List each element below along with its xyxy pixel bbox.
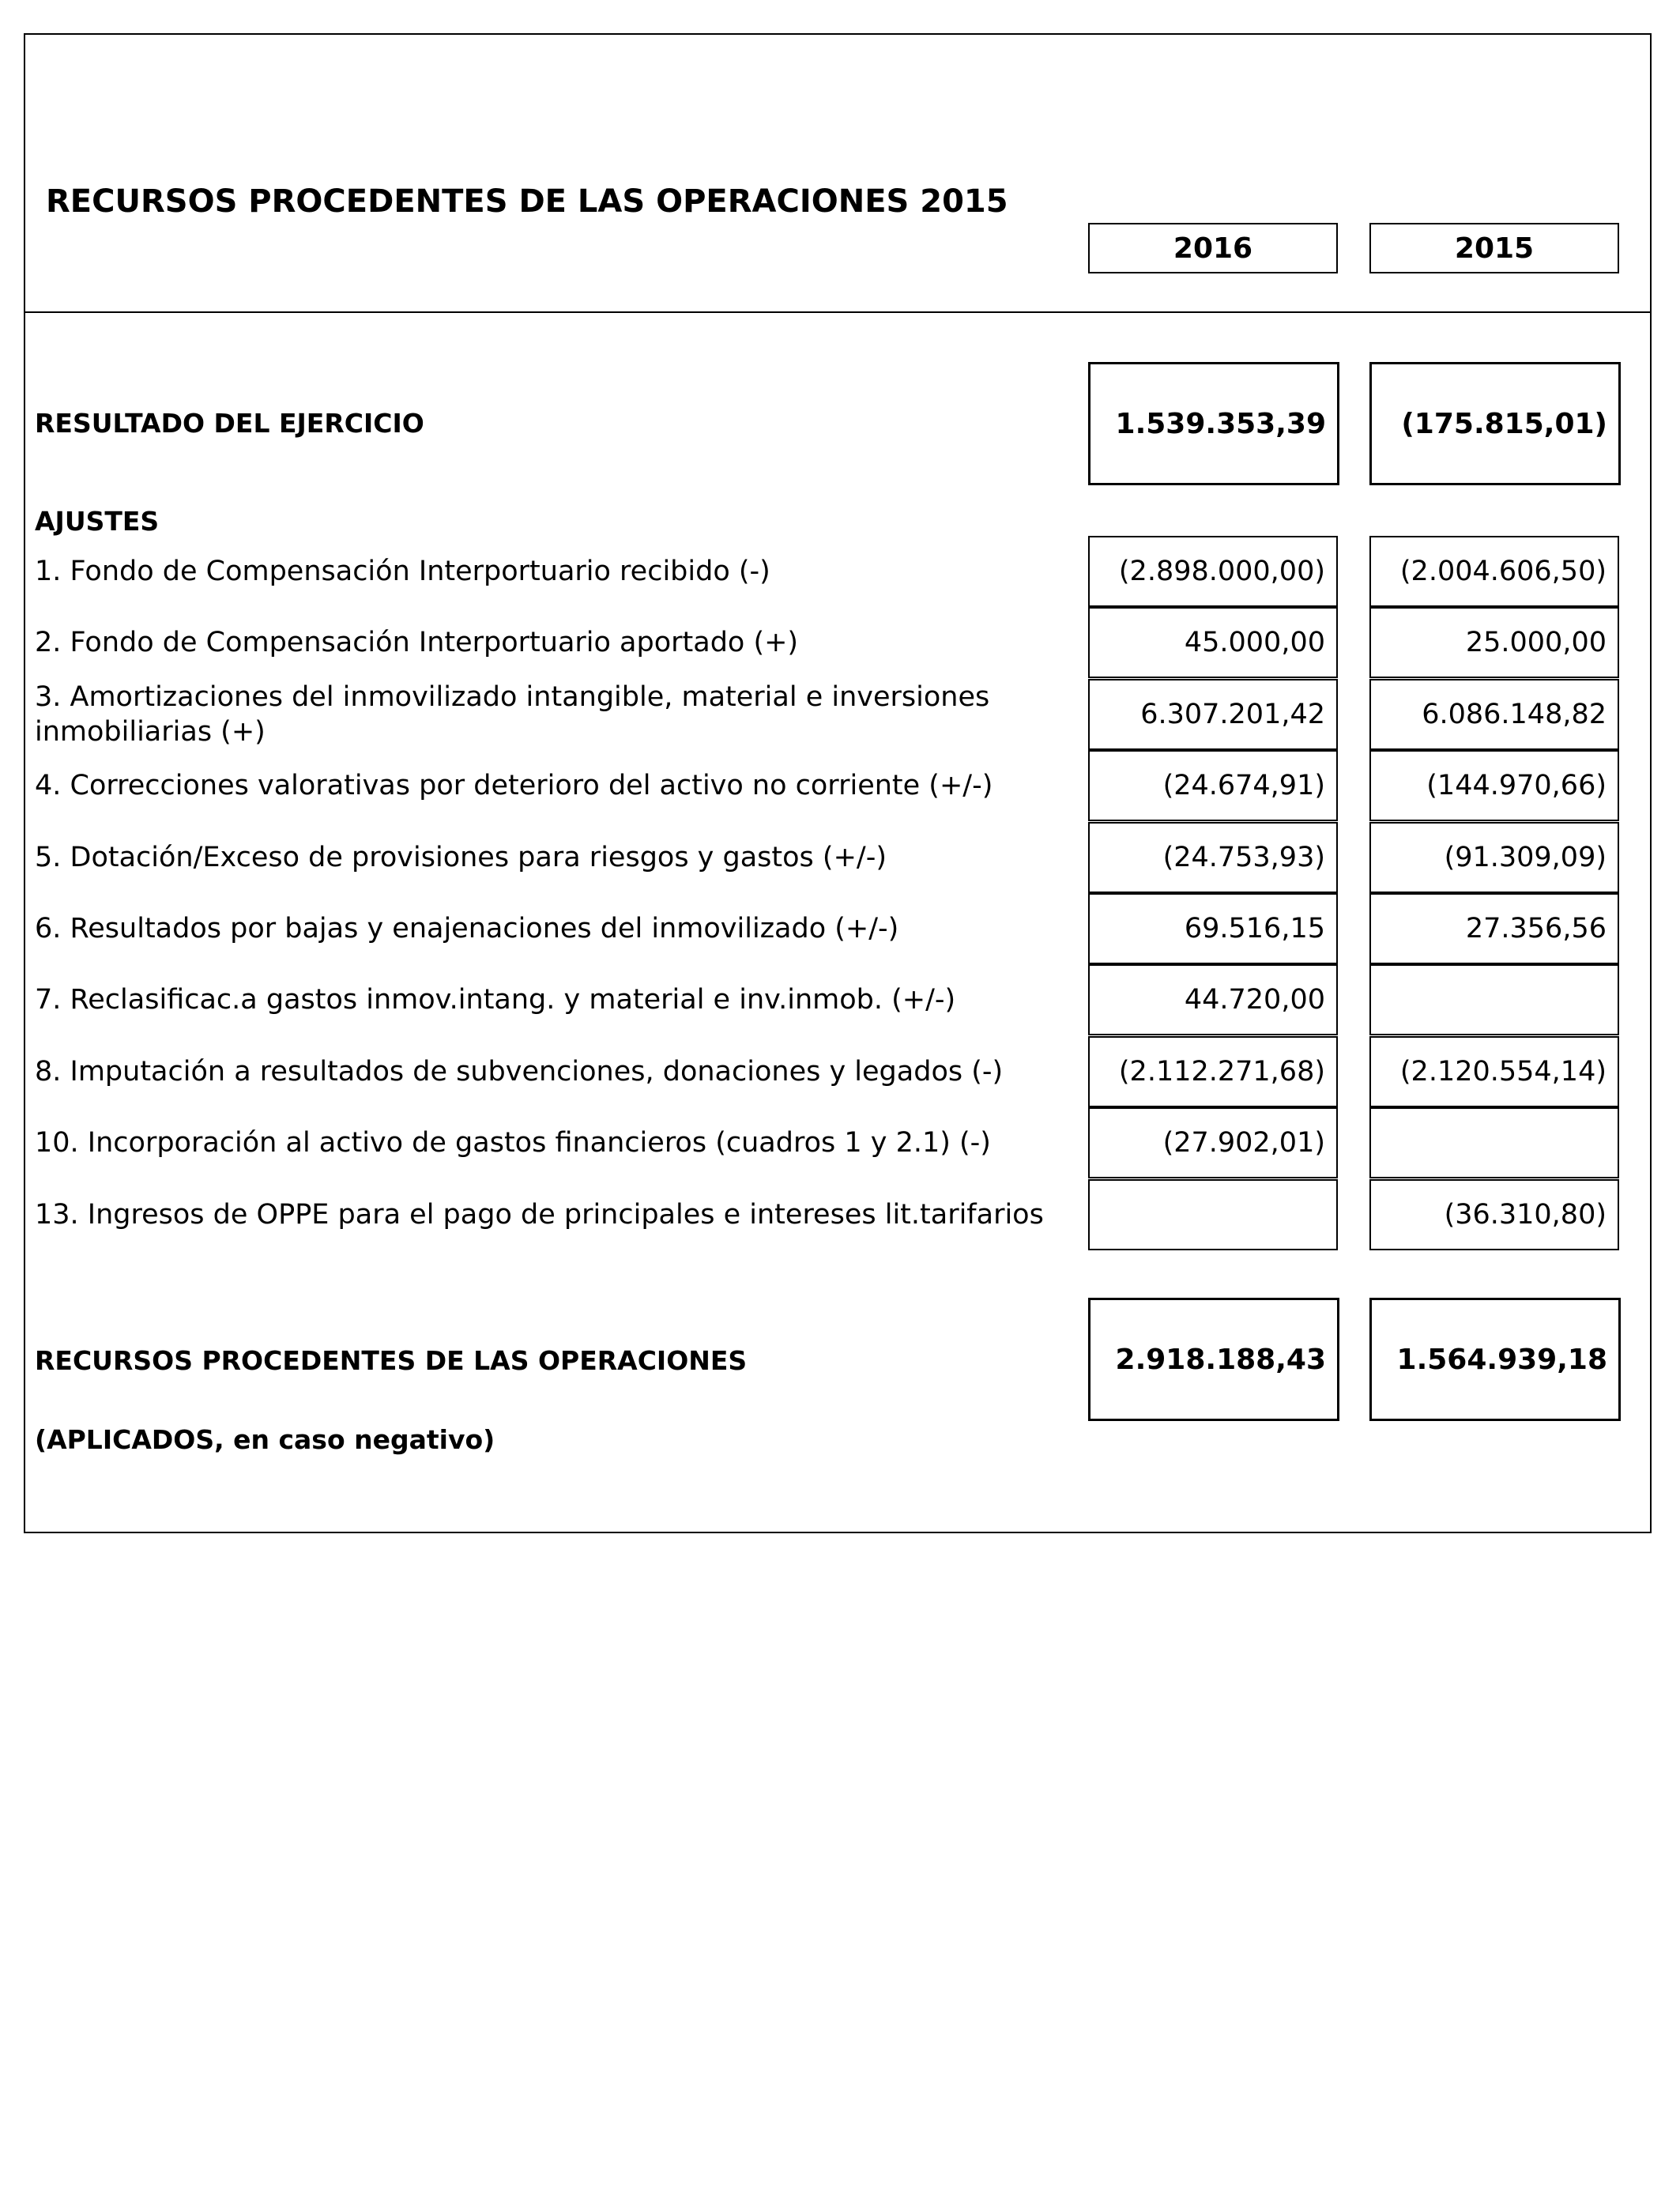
- row-label: 6. Resultados por bajas y enajenaciones del inmovilizado (+/-): [35, 913, 899, 944]
- recursos-label: RECURSOS PROCEDENTES DE LAS OPERACIONES: [35, 1345, 748, 1376]
- row-label: 7. Reclasificac.a gastos inmov.intang. y material e inv.inmob. (+/-): [35, 984, 956, 1016]
- page-title: RECURSOS PROCEDENTES DE LAS OPERACIONES 2015: [46, 183, 1008, 220]
- row-label: 5. Dotación/Exceso de provisiones para riesgos y gastos (+/-): [35, 842, 887, 873]
- year-header-2015: 2015: [1369, 223, 1619, 273]
- row-value-2015: [1369, 964, 1619, 1035]
- row-label: 2. Fondo de Compensación Interportuario aportado (+): [35, 627, 799, 658]
- row-value-2015: [1369, 1107, 1619, 1178]
- row-value-2015: (2.120.554,14): [1369, 1036, 1619, 1107]
- row-value-2016: (27.902,01): [1088, 1107, 1338, 1178]
- row-value-2015: 25.000,00: [1369, 607, 1619, 678]
- row-value-2016: 69.516,15: [1088, 893, 1338, 964]
- recursos-value-2015: 1.564.939,18: [1369, 1298, 1621, 1421]
- resultado-value-2016: 1.539.353,39: [1088, 362, 1339, 485]
- aplicados-label: (APLICADOS, en caso negativo): [35, 1424, 495, 1455]
- row-value-2016: [1088, 1179, 1338, 1250]
- row-label: 3. Amortizaciones del inmovilizado intangible, material e inversiones inmobiliarias (+): [35, 681, 990, 748]
- header-divider: [24, 311, 1652, 313]
- row-label: 13. Ingresos de OPPE para el pago de principales e intereses lit.tarifarios: [35, 1199, 1044, 1231]
- row-value-2015: (91.309,09): [1369, 822, 1619, 893]
- row-value-2015: 27.356,56: [1369, 893, 1619, 964]
- row-value-2016: 45.000,00: [1088, 607, 1338, 678]
- row-label: 10. Incorporación al activo de gastos financieros (cuadros 1 y 2.1) (-): [35, 1127, 991, 1159]
- year-header-2016: 2016: [1088, 223, 1338, 273]
- row-value-2016: (24.753,93): [1088, 822, 1338, 893]
- row-value-2015: 6.086.148,82: [1369, 679, 1619, 750]
- row-value-2016: (24.674,91): [1088, 750, 1338, 821]
- row-value-2015: (36.310,80): [1369, 1179, 1619, 1250]
- row-value-2015: (2.004.606,50): [1369, 536, 1619, 607]
- row-value-2016: (2.112.271,68): [1088, 1036, 1338, 1107]
- row-value-2016: (2.898.000,00): [1088, 536, 1338, 607]
- recursos-value-2016: 2.918.188,43: [1088, 1298, 1339, 1421]
- resultado-value-2015: (175.815,01): [1369, 362, 1621, 485]
- row-label: 4. Correcciones valorativas por deterioro del activo no corriente (+/-): [35, 770, 993, 801]
- ajustes-label: AJUSTES: [35, 506, 160, 537]
- row-value-2015: (144.970,66): [1369, 750, 1619, 821]
- resultado-label: RESULTADO DEL EJERCICIO: [35, 408, 424, 439]
- row-label: 8. Imputación a resultados de subvenciones, donaciones y legados (-): [35, 1056, 1004, 1088]
- row-value-2016: 44.720,00: [1088, 964, 1338, 1035]
- row-value-2016: 6.307.201,42: [1088, 679, 1338, 750]
- row-label: 1. Fondo de Compensación Interportuario recibido (-): [35, 556, 770, 587]
